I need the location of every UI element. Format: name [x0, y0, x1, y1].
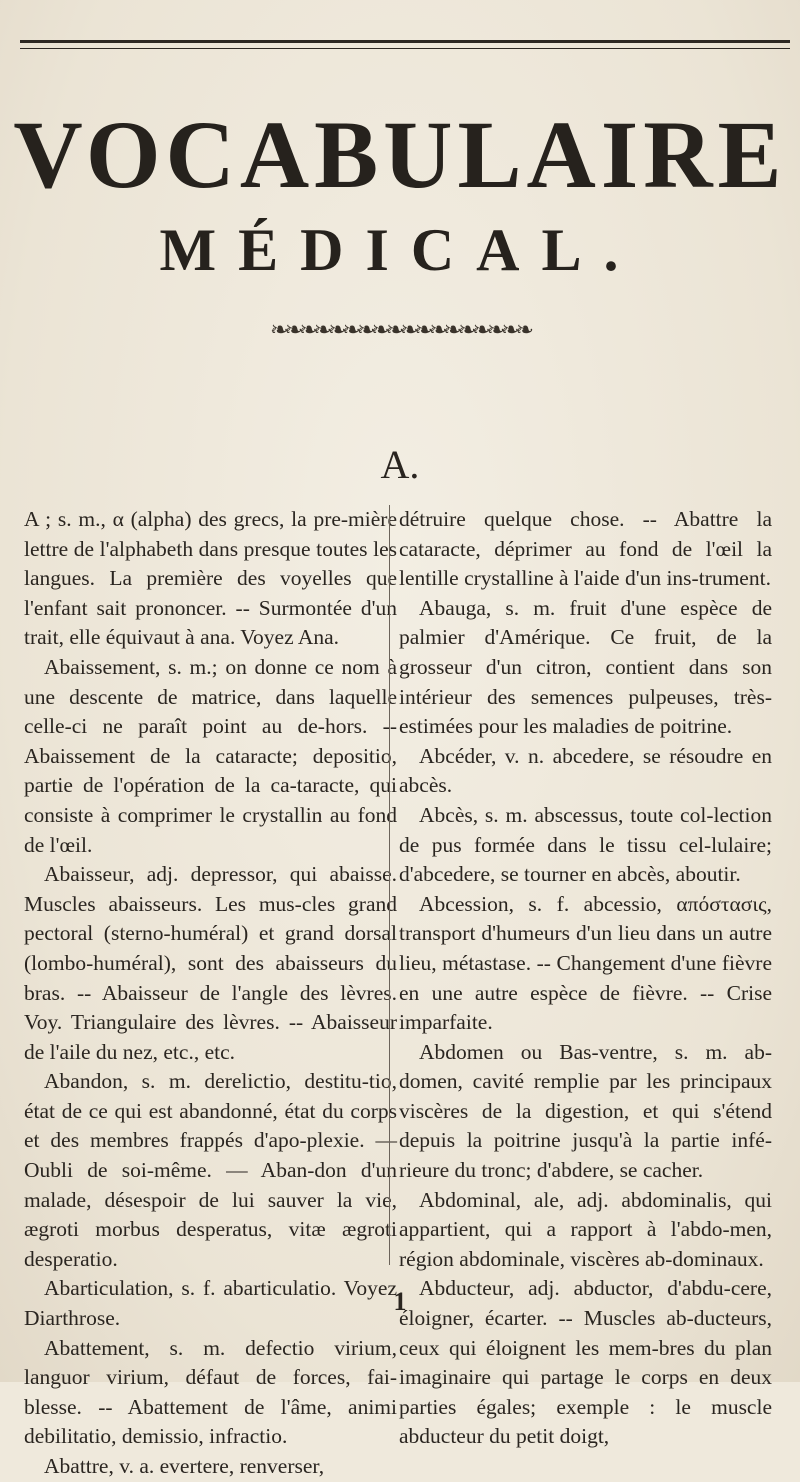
entry-abattre-cont: détruire quelque chose. -- Abattre la cataracte, déprimer au fond de l'œil la lentille crystalline à l'aide d'un ins-trument. [399, 507, 772, 591]
entry-abandon: Abandon, s. m. derelictio, destitu-tio, état de ce qui est abandonné, état du corps et des membres frappés d'apo-plexie. — Oubli de soi-même. — Aban-don d'un malade, désespoir de lui sauver la vie, ægroti morbus desperatus, vitæ ægroti desperatio. [24, 1069, 397, 1271]
entry-abauga: Abauga, s. m. fruit d'une espèce de palmier d'Amérique. Ce fruit, de la grosseur d'un citron, contient dans son intérieur des semences pulpeuses, très-estimées pour les maladies de poitrine. [399, 595, 772, 739]
left-column [24, 505, 397, 1482]
column-divider [389, 505, 390, 1265]
signature-mark: 1 [393, 1287, 407, 1316]
entry-abattre: Abattre, v. a. evertere, renverser, [44, 1454, 325, 1478]
entry-abaissement: Abaissement, s. m.; on donne ce nom à une descente de matrice, dans laquelle celle-ci ne paraît point au de-hors. -- Abaissement de la cataracte; depositio, partie de l'opération de la ca-taracte, qui consiste à comprimer le crystallin au fond de l'œil. [24, 654, 397, 857]
entry-a: A ; s. m., α (alpha) des grecs, la pre-mière lettre de l'alphabeth dans presque toutes les langues. La première des voyelles que l'enfant sait prononcer. -- Surmontée d'un trait, elle équivaut à ana. Voyez Ana. [24, 507, 397, 650]
entry-abces: Abcès, s. m. abscessus, toute col-lection de pus formée dans le tissu cel-lulaire; d'abcedere, se tourner en abcès, aboutir. [399, 802, 772, 887]
entry-abducteur: Abducteur, adj. abductor, d'abdu-cere, éloigner, écarter. -- Muscles ab-ducteurs, ceux qui éloignent les mem-bres du plan imaginaire qui partage le corps en deux parties égales; exemple : le muscle abducteur du petit doigt, [399, 1276, 772, 1449]
entry-abarticulation: Abarticulation, s. f. abarticulatio. Voyez Diarthrose. [24, 1276, 397, 1331]
page-title: VOCABULAIRE [13, 101, 787, 208]
entry-abceder: Abcéder, v. n. abcedere, se résoudre en abcès. [399, 743, 772, 798]
entry-abattement: Abattement, s. m. defectio virium, languor virium, défaut de forces, fai-blesse. -- Abattement de l'âme, animi debilitatio, demissio, infractio. [24, 1335, 397, 1449]
entry-abdomen: Abdomen ou Bas-ventre, s. m. ab-domen, cavité remplie par les principaux viscères de la digestion, et qui s'étend depuis la poitrine jusqu'à la partie infé-rieure du tronc; d'abdere, se cacher. [399, 1039, 772, 1183]
top-rule [20, 40, 790, 49]
entry-abdominal: Abdominal, ale, adj. abdominalis, qui appartient, qui a rapport à l'abdo-men, région abdominale, viscères ab-dominaux. [399, 1187, 772, 1271]
ornament-divider: ❧❧❧❧❧❧❧❧❧❧❧❧❧❧❧❧❧❧ [270, 318, 530, 343]
section-letter: A. [380, 442, 420, 487]
page-subtitle: MÉDICAL. [159, 217, 641, 283]
entry-abcession: Abcession, s. f. abcessio, απόστασις, transport d'humeurs d'un lieu dans un autre lieu, métastase. -- Changement d'une fièvre en une autre espèce de fièvre. -- Crise imparfaite. [399, 891, 772, 1035]
entry-abaisseur: Abaisseur, adj. depressor, qui abaisse. Muscles abaisseurs. Les mus-cles grand pectoral (sterno-huméral) et grand dorsal (lombo-huméral), sont des abaisseurs du bras. -- Abaisseur de l'angle des lèvres. Voy. Triangulaire des lèvres. -- Abaisseur de l'aile du nez, etc., etc. [24, 862, 397, 1064]
